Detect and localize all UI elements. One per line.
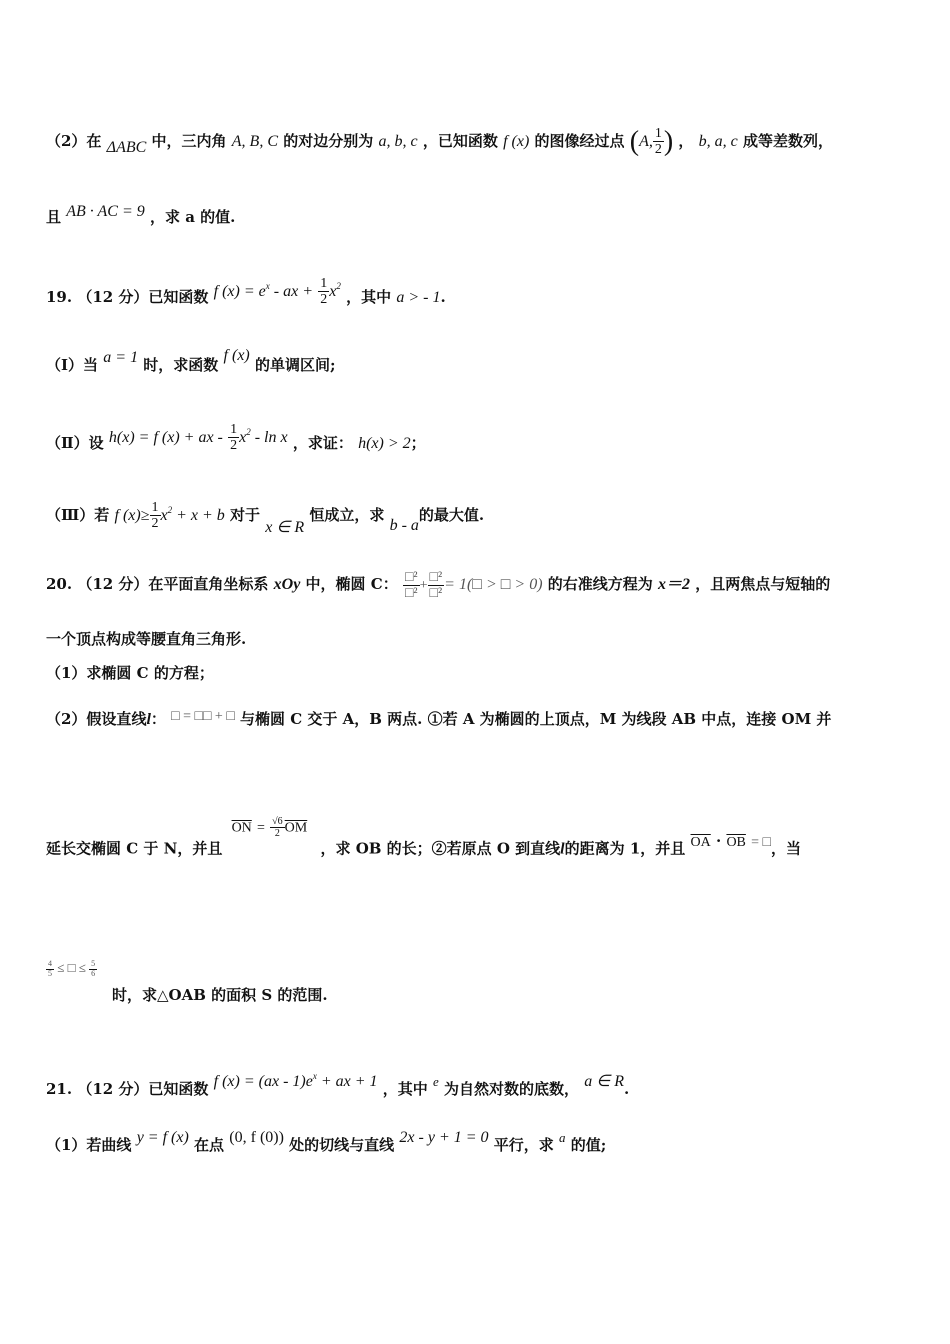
q19-line bbox=[46, 276, 446, 314]
text: 的单调区间; bbox=[254, 356, 336, 374]
q20-coordsys: xOy bbox=[273, 576, 301, 594]
superscript: x bbox=[265, 280, 270, 291]
text: ，已知函数 bbox=[422, 131, 498, 150]
superscript: 2 bbox=[167, 504, 173, 515]
q19-part2-h: h(x) = f (x) + ax - bbox=[108, 428, 223, 446]
ellipse-x-term bbox=[403, 570, 420, 602]
denominator: 2 bbox=[151, 516, 159, 532]
text: 在点 bbox=[194, 1136, 225, 1154]
text: = 1(□ > □ > 0) bbox=[444, 576, 543, 594]
superscript: 2 bbox=[246, 426, 251, 437]
text: （1）求椭圆 C 的方程； bbox=[46, 664, 214, 682]
denominator: 2 bbox=[274, 828, 280, 839]
line-equation: □ = □□ + □ bbox=[171, 709, 235, 724]
q18-part2-label: （2）在 bbox=[46, 131, 102, 150]
function-f: f (x) bbox=[503, 132, 530, 150]
numerator: 1 bbox=[654, 126, 662, 141]
fraction bbox=[89, 960, 97, 979]
fraction bbox=[46, 960, 54, 979]
numerator: 1 bbox=[320, 276, 328, 291]
denominator: □² bbox=[429, 586, 443, 602]
q21-label: 21. （12 分）已知函数 bbox=[46, 1080, 209, 1098]
vector-oa: $\overline{OA}$ bbox=[690, 834, 711, 850]
q19-part1-fx: f (x) bbox=[223, 347, 250, 364]
text: 为自然对数的底数， bbox=[444, 1080, 580, 1098]
q21-curve: y = f (x) bbox=[136, 1129, 189, 1146]
text: x bbox=[329, 282, 337, 300]
denominator: 6 bbox=[91, 968, 96, 978]
q21-part1 bbox=[46, 1129, 607, 1154]
numerator: □² bbox=[429, 570, 443, 585]
q20-range bbox=[46, 960, 97, 979]
dot-product: AB · AC = 9 bbox=[66, 203, 145, 220]
q21-line-eq: 2x - y + 1 = 0 bbox=[399, 1129, 489, 1146]
text: （2）假设直线 bbox=[46, 710, 147, 728]
point-a: A, bbox=[639, 132, 653, 150]
denominator: 2 bbox=[320, 292, 328, 308]
q19-part2-label: （Ⅱ）设 bbox=[46, 433, 104, 452]
q19-x2 bbox=[329, 280, 341, 300]
q20-range-text bbox=[112, 988, 328, 1003]
denominator: □² bbox=[404, 586, 418, 602]
superscript: 2 bbox=[336, 280, 341, 291]
text: = □ bbox=[751, 834, 771, 850]
text: ： bbox=[150, 710, 166, 728]
text: - ln x bbox=[250, 428, 288, 446]
text: 恒成立，求 bbox=[309, 505, 385, 524]
q20-label: 20. （12 分）在平面直角坐标系 bbox=[46, 575, 269, 594]
text: 的右准线方程为 bbox=[547, 575, 653, 594]
text: 成等差数列， bbox=[743, 131, 834, 150]
triangle-abc: ΔABC bbox=[106, 138, 147, 156]
denominator: 2 bbox=[230, 438, 238, 454]
text: - ax + bbox=[269, 282, 313, 300]
q19-part3-half bbox=[150, 500, 161, 532]
text: x bbox=[239, 428, 247, 446]
q19-part1 bbox=[46, 347, 336, 374]
text: 时，求函数 bbox=[143, 356, 219, 374]
text: ，求 a 的值. bbox=[149, 208, 236, 226]
q19-function bbox=[213, 280, 313, 300]
q19-part2-tail bbox=[239, 426, 288, 446]
text: ，其中 bbox=[382, 1080, 428, 1098]
text: + ax + 1 bbox=[316, 1073, 378, 1090]
numerator: 1 bbox=[151, 500, 159, 515]
vector-ob: $\overline{OB}$ bbox=[726, 834, 746, 850]
text: . bbox=[624, 1080, 630, 1098]
text: 处的切线与直线 bbox=[289, 1136, 395, 1154]
text: 的值; bbox=[570, 1136, 607, 1154]
q20-part2-cont bbox=[46, 816, 801, 861]
fraction bbox=[270, 816, 285, 839]
q21-line bbox=[46, 1071, 630, 1098]
text: . bbox=[440, 287, 446, 306]
sides-abc: a, b, c bbox=[378, 132, 418, 150]
q19-part2-claim: h(x) > 2 bbox=[358, 434, 411, 452]
text: ，且两焦点与短轴的 bbox=[695, 575, 831, 594]
text: 的图像经过点 bbox=[534, 131, 625, 150]
text: ，其中 bbox=[346, 287, 392, 306]
q21-function bbox=[214, 1073, 378, 1090]
q19-label: 19. （12 分）已知函数 bbox=[46, 287, 209, 306]
line-l: l bbox=[146, 711, 151, 728]
text: f (x) = (ax - 1)e bbox=[213, 1073, 313, 1090]
denominator: 2 bbox=[654, 142, 662, 158]
numerator: 5 bbox=[91, 959, 96, 968]
text: + x + b bbox=[172, 506, 225, 524]
range-expression bbox=[46, 959, 97, 978]
q19-part2 bbox=[46, 422, 426, 460]
point-open-paren: ( bbox=[629, 125, 640, 157]
text: 的最大值. bbox=[418, 505, 485, 524]
text: f (x) = e bbox=[213, 282, 266, 300]
q19-part3-domain: x ∈ R bbox=[265, 518, 305, 536]
text: 中，椭圆 C： bbox=[305, 575, 398, 594]
q19-part3-expr: b - a bbox=[389, 516, 419, 534]
q19-part3 bbox=[46, 500, 485, 536]
q21-point: (0, f (0)) bbox=[229, 1129, 284, 1146]
text: 中，三内角 bbox=[151, 131, 227, 150]
point-fraction bbox=[653, 126, 664, 158]
denominator: 5 bbox=[48, 968, 52, 978]
text: 延长交椭圆 C 于 N，并且 bbox=[46, 839, 223, 858]
q19-half bbox=[318, 276, 329, 308]
q19-part3-ineq: f (x)≥ bbox=[114, 506, 150, 524]
q20-part1 bbox=[46, 666, 214, 681]
text: ，当 bbox=[770, 839, 801, 858]
numerator: 4 bbox=[48, 959, 52, 968]
q20-line2 bbox=[46, 632, 246, 647]
q21-domain: a ∈ R bbox=[584, 1073, 625, 1090]
text: 与椭圆 C 交于 A，B 两点. ①若 A 为椭圆的上顶点，M 为线段 AB 中点，连接 OM 并 bbox=[240, 710, 832, 728]
text: 时，求△OAB 的面积 S 的范围. bbox=[112, 986, 328, 1004]
text: ≤ □ ≤ bbox=[57, 960, 86, 976]
q19-part1-condition: a = 1 bbox=[103, 349, 139, 366]
text: 一个顶点构成等腰直角三角形. bbox=[46, 630, 247, 648]
text: 的对边分别为 bbox=[283, 131, 374, 150]
q19-part3-tail bbox=[160, 504, 225, 524]
numerator: □² bbox=[404, 570, 418, 585]
ellipse-y-term bbox=[428, 570, 445, 602]
text: ； bbox=[410, 433, 426, 452]
equals: = bbox=[257, 820, 265, 836]
numerator: √6 bbox=[272, 816, 283, 827]
angles-abc: A, B, C bbox=[231, 132, 278, 150]
vector-relation bbox=[232, 816, 308, 839]
vector-om: $\overline{OM}$ bbox=[284, 820, 308, 836]
text: 且 bbox=[46, 208, 62, 226]
superscript: x bbox=[312, 1071, 317, 1081]
numerator: 1 bbox=[230, 422, 238, 437]
q20-part2 bbox=[46, 709, 832, 728]
text: ， bbox=[678, 131, 694, 150]
q18-part2-line1 bbox=[46, 126, 833, 158]
q20-line1 bbox=[46, 570, 830, 602]
q19-part1-label: （Ⅰ）当 bbox=[46, 356, 99, 374]
q21-a: a bbox=[559, 1130, 566, 1145]
q19-part2-half bbox=[228, 422, 239, 454]
q18-part2-line2 bbox=[46, 203, 236, 226]
text: 对于 bbox=[230, 505, 261, 524]
text: 平行，求 bbox=[493, 1136, 554, 1154]
line-l: l bbox=[560, 840, 565, 858]
vector-on: $\overline{ON}$ bbox=[231, 820, 252, 836]
dot-relation: $\overline{OA} \cdot \overline{OB}$ = □ bbox=[690, 831, 771, 850]
text: 的距离为 1，并且 bbox=[564, 839, 686, 858]
q20-directrix: x＝2 bbox=[658, 576, 691, 594]
text: ，求 OB 的长；②若原点 O 到直线 bbox=[320, 839, 561, 858]
text: ，求证： bbox=[292, 433, 353, 452]
arith-seq: b, a, c bbox=[698, 132, 738, 150]
q19-part3-label: （Ⅲ）若 bbox=[46, 505, 110, 524]
text: x bbox=[160, 506, 168, 524]
q19-condition: a > - 1 bbox=[396, 288, 441, 306]
point-close-paren: ) bbox=[663, 125, 674, 157]
text: （1）若曲线 bbox=[46, 1136, 132, 1154]
ellipse-equation: $\frac{\text{□²}}{\text{□²}}$ + $\frac{\text{□²}}{\text{□²}}$ = 1(□ > □ > 0) bbox=[404, 570, 543, 602]
euler-e: e bbox=[433, 1074, 439, 1089]
